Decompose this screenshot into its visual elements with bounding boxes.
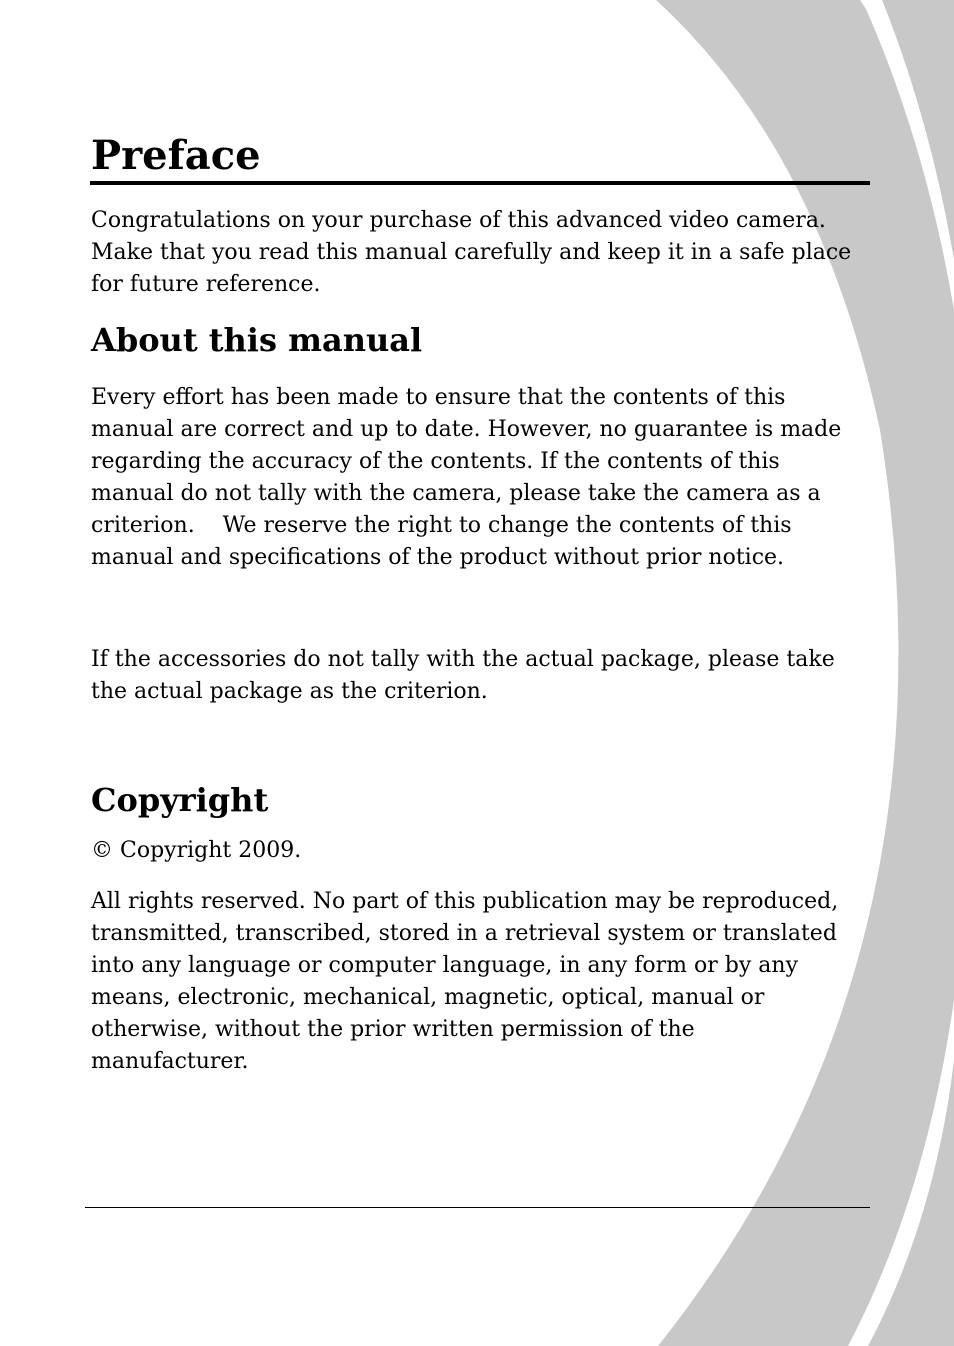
about-manual-heading: About this manual: [91, 321, 423, 359]
about-manual-line-4: manual do not tally with the camera, please take the camera as a: [91, 481, 821, 506]
about-manual-line-6: manual and specifications of the product without prior notice.: [91, 545, 785, 570]
copyright-rights-line-2: transmitted, transcribed, stored in a retrieval system or translated: [91, 921, 837, 946]
copyright-rights-line-1: All rights reserved. No part of this publication may be reproduced,: [91, 889, 839, 914]
copyright-rights-line-4: means, electronic, mechanical, magnetic, optical, manual or: [91, 985, 765, 1010]
copyright-rights-line-5: otherwise, without the prior written permission of the: [91, 1017, 695, 1042]
footer-rule: [85, 1207, 870, 1208]
preface-heading: Preface: [91, 132, 261, 179]
preface-intro-line-2: Make that you read this manual carefully and keep it in a safe place: [91, 240, 852, 265]
about-manual-line-2: manual are correct and up to date. However, no guarantee is made: [91, 417, 842, 442]
preface-intro-line-1: Congratulations on your purchase of this advanced video camera.: [91, 208, 826, 233]
accessories-line-1: If the accessories do not tally with the actual package, please take: [91, 647, 835, 672]
copyright-rights-line-6: manufacturer.: [91, 1049, 249, 1074]
copyright-heading: Copyright: [91, 781, 269, 819]
copyright-notice: © Copyright 2009.: [91, 838, 302, 863]
copyright-rights-line-3: into any language or computer language, in any form or by any: [91, 953, 798, 978]
about-manual-line-3: regarding the accuracy of the contents. If the contents of this: [91, 449, 780, 474]
about-manual-line-1: Every effort has been made to ensure that the contents of this: [91, 385, 786, 410]
preface-intro-line-3: for future reference.: [91, 272, 321, 297]
about-manual-line-5: criterion. We reserve the right to change the contents of this: [91, 513, 792, 538]
preface-heading-rule: [90, 181, 870, 185]
accessories-line-2: the actual package as the criterion.: [91, 679, 488, 704]
